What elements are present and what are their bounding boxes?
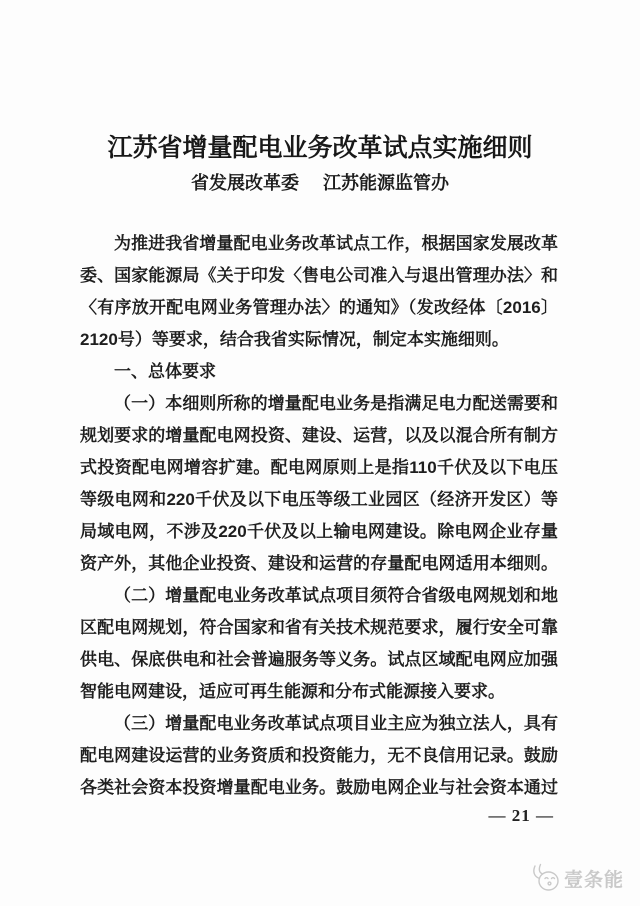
text-line: （三）增量配电业务改革试点项目业主应为独立法人，具有 bbox=[114, 714, 558, 733]
text-line: 各类社会资本投资增量配电业务。鼓励电网企业与社会资本通过 bbox=[80, 778, 558, 797]
text-line: 2120号）等要求，结合我省实际情况，制定本实施细则。 bbox=[80, 330, 509, 349]
text-line: （二）增量配电业务改革试点项目须符合省级电网规划和地 bbox=[114, 586, 558, 605]
text-line: 资产外，其他企业投资、建设和运营的存量配电网适用本细则。 bbox=[80, 554, 558, 573]
watermark-text: 壹条能 bbox=[563, 869, 624, 891]
text-line: 式投资配电网增容扩建。配电网原则上是指110千伏及以下电压 bbox=[80, 458, 558, 477]
text-line: 局域电网，不涉及220千伏及以上输电网建设。除电网企业存量 bbox=[80, 522, 558, 541]
text-line: 委、国家能源局《关于印发〈售电公司准入与退出管理办法〉和 bbox=[80, 266, 558, 285]
author-org-2: 江苏能源监管办 bbox=[323, 173, 449, 193]
text-line: 配电网建设运营的业务资质和投资能力，无不良信用记录。鼓励 bbox=[80, 746, 558, 765]
text-line: 智能电网建设，适应可再生能源和分布式能源接入要求。 bbox=[80, 682, 505, 701]
text-line: 规划要求的增量配电网投资、建设、运营，以及以混合所有制方 bbox=[80, 426, 558, 445]
document-body bbox=[80, 228, 558, 804]
text-line: 区配电网规划，符合国家和省有关技术规范要求，履行安全可靠 bbox=[80, 618, 558, 637]
document-authors bbox=[0, 169, 640, 195]
page-number: — 21 — bbox=[488, 806, 554, 825]
section-heading: 一、总体要求 bbox=[114, 362, 216, 381]
document-title: 江苏省增量配电业务改革试点实施细则 bbox=[107, 134, 533, 162]
text-line: 供电、保底供电和社会普遍服务等义务。试点区域配电网应加强 bbox=[80, 650, 558, 669]
mascot-face-icon bbox=[529, 863, 561, 893]
text-line: 为推进我省增量配电业务改革试点工作，根据国家发展改革 bbox=[114, 234, 558, 253]
text-line: 等级电网和220千伏及以下电压等级工业园区（经济开发区）等 bbox=[80, 490, 558, 509]
text-line: 〈有序放开配电网业务管理办法〉的通知》（发改经体〔2016〕 bbox=[80, 298, 558, 317]
author-org-1: 省发展改革委 bbox=[191, 173, 299, 193]
text-line: （一）本细则所称的增量配电业务是指满足电力配送需要和 bbox=[114, 394, 558, 413]
watermark bbox=[529, 863, 624, 893]
